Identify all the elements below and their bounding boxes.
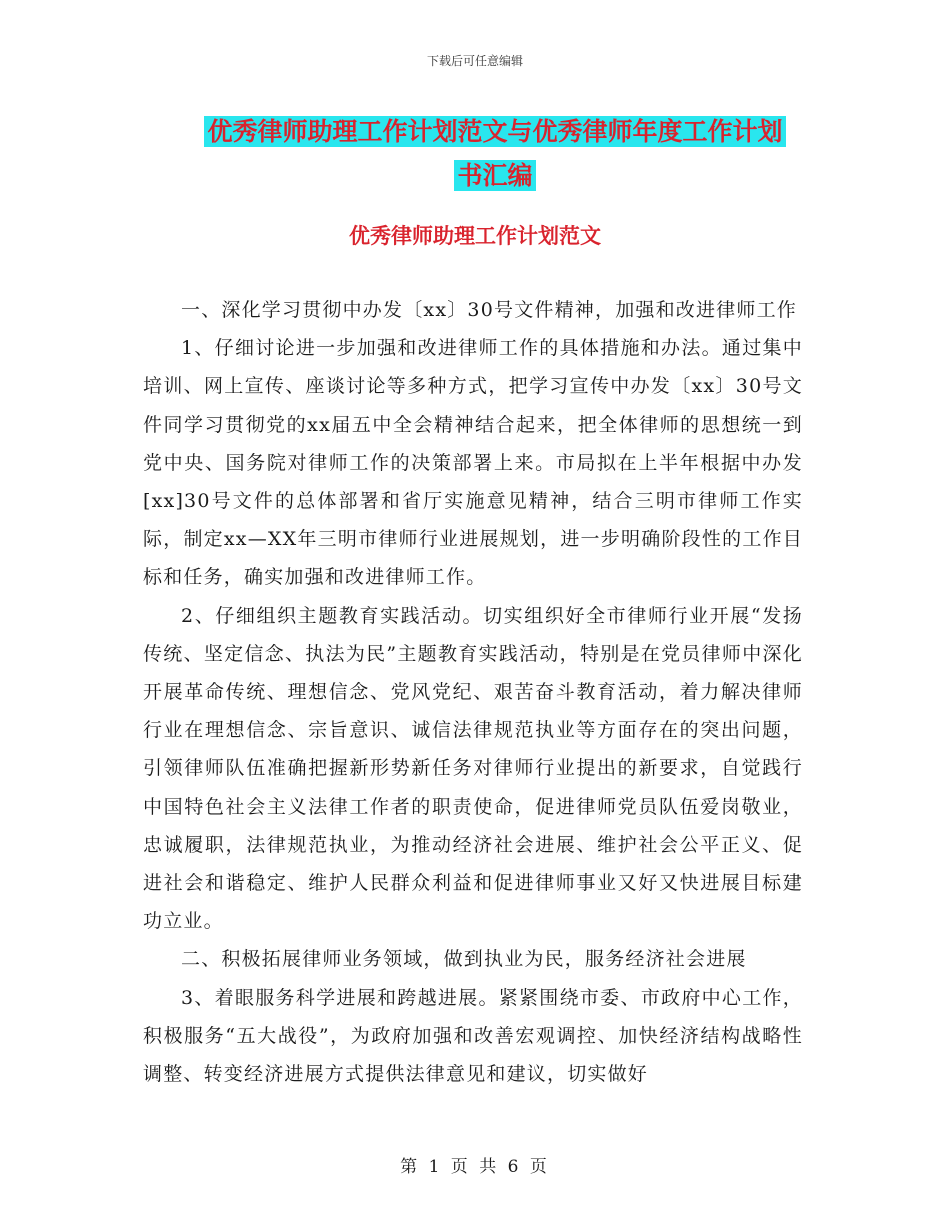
title-line-2: 书汇编: [454, 160, 535, 191]
title-line-1: 优秀律师助理工作计划范文与优秀律师年度工作计划: [204, 116, 785, 147]
paragraph-4: 二、积极拓展律师业务领域，做到执业为民，服务经济社会进展: [181, 948, 747, 971]
paragraph-3: 2、仔细组织主题教育实践活动。切实组织好全市律师行业开展“发扬传统、坚定信念、执法为民”主题教育实践活动，特别是在党员律师中深化开展革命传统、理想信念、党风党纪、艰苦奋斗教育活动，着力解决律师行业在理想信念、宗旨意识、诚信法律规范执业等方面存在的突出问题，引领律师队伍准确把握新形势新任务对律师行业提出的新要求，自觉践行中国特色社会主义法律工作者的职责使命，促进律师党员队伍爱岗敬业，忠诚履职，法律规范执业，为推动经济社会进展、维护社会公平正义、促进社会和谐稳定、维护人民群众利益和促进律师事业又好又快进展目标建功立业。: [143, 604, 803, 933]
paragraph-2: 1、仔细讨论进一步加强和改进律师工作的具体措施和办法。通过集中培训、网上宣传、座谈讨论等多种方式，把学习宣传中办发〔xx〕30号文件同学习贯彻党的xx届五中全会精神结合起来，把全体律师的思想统一到党中央、国务院对律师工作的决策部署上来。市局拟在上半年根据中办发[xx]30号文件的总体部署和省厅实施意见精神，结合三明市律师工作实际，制定xx—XX年三明市律师行业进展规划，进一步明确阶段性的工作目标和任务，确实加强和改进律师工作。: [143, 337, 803, 589]
body-text: [143, 291, 803, 1093]
section-title: 优秀律师助理工作计划范文: [349, 224, 601, 248]
paragraph-5: 3、着眼服务科学进展和跨越进展。紧紧围绕市委、市政府中心工作，积极服务“五大战役”，为政府加强和改善宏观调控、加快经济结构战略性调整、转变经济进展方式提供法律意见和建议，切实做好: [143, 986, 803, 1086]
document-title: [150, 110, 840, 198]
header-note: 下载后可任意编辑: [426, 54, 523, 68]
page-footer: 第 1 页 共 6 页: [400, 1157, 550, 1177]
paragraph-1: 一、深化学习贯彻中办发〔xx〕30号文件精神，加强和改进律师工作: [181, 299, 798, 321]
